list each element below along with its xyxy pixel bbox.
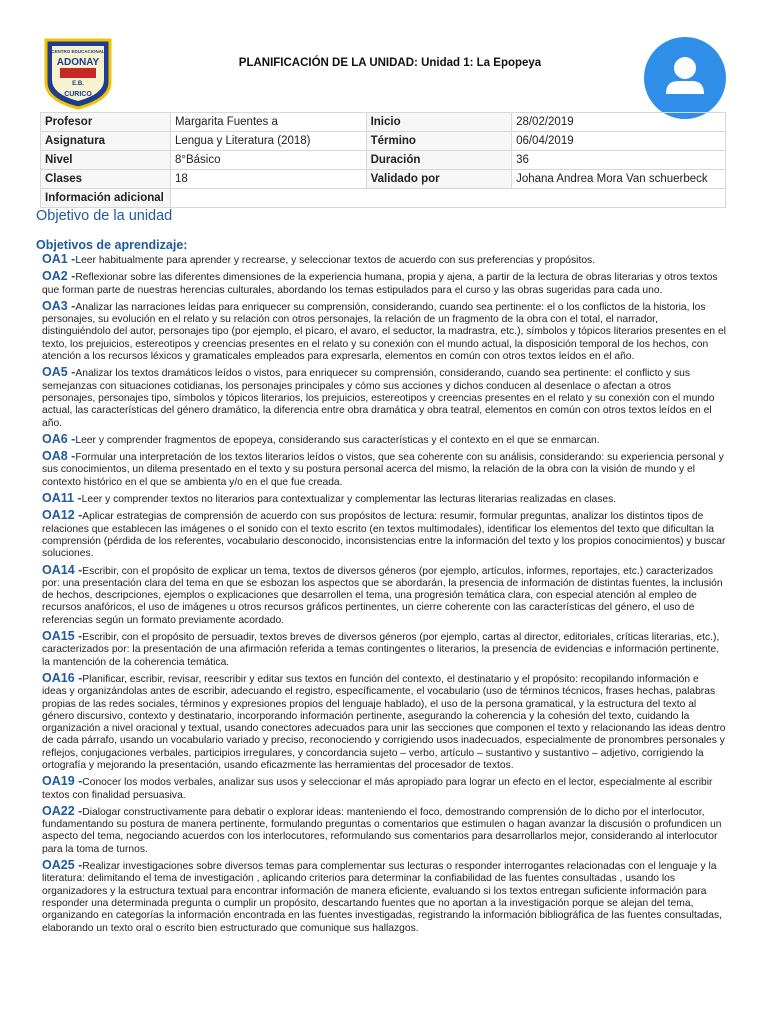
objective-item	[42, 270, 726, 297]
profesor-value: Margarita Fuentes a	[170, 113, 366, 132]
duracion-value: 36	[512, 151, 726, 170]
objective-item	[42, 859, 726, 935]
school-logo	[40, 38, 116, 110]
table-row	[41, 189, 726, 208]
objective-item	[42, 433, 726, 447]
logo-top-text: CENTRO EDUCACIONAL	[51, 49, 105, 54]
objective-text: Leer y comprender textos no literarios para contextualizar y complementar las lecturas literarias realizadas en clases.	[81, 494, 617, 506]
nivel-label: Nivel	[41, 151, 171, 170]
objective-code: OA6 -	[42, 431, 76, 446]
inicio-label: Inicio	[366, 113, 511, 132]
duracion-label: Duración	[366, 151, 511, 170]
user-icon	[644, 37, 726, 119]
clases-label: Clases	[41, 170, 171, 189]
objective-code: OA12 -	[42, 508, 83, 523]
objective-item	[42, 366, 726, 429]
objective-item	[42, 564, 726, 627]
objective-code: OA8 -	[42, 449, 76, 464]
objective-code: OA14 -	[42, 562, 83, 577]
termino-label: Término	[366, 132, 511, 151]
objective-item	[42, 509, 726, 560]
logo-name: ADONAY	[56, 57, 100, 68]
termino-value: 06/04/2019	[512, 132, 726, 151]
objective-code: OA5 -	[42, 365, 76, 380]
objective-item	[42, 805, 726, 856]
inicio-value: 28/02/2019	[512, 113, 726, 132]
objective-text: Analizar las narraciones leídas para enriquecer su comprensión, considerando, cuando sea pertinente: el o los conflictos de la historia, los personajes, su evolución en el relato y su relación con otros personajes, la relación de un fragmento de la obra con el total, el narrador, distinguiéndolo del autor, personajes tipo (por ejemplo, el pícaro, el avaro, el seductor, la madrastra, etc.), símbolos y tópicos literarios presentes en el texto, los prejuicios, estereotipos y creencias presentes en el relato y su conexión con el mundo actual, la disposición temporal de los hechos, con atención a los recursos léxicos y gramaticales empleados para expresarla, elementos en común con otros textos leídos en el año.	[42, 301, 726, 363]
logo-mid-text: E.B.	[72, 81, 84, 87]
objective-item	[42, 775, 726, 802]
objective-title: Objetivo de la unidad	[36, 208, 173, 224]
clases-value: 18	[170, 170, 366, 189]
objective-text: Escribir, con el propósito de persuadir, textos breves de diversos géneros (por ejemplo, cartas al director, editoriales, críticas literarias, etc.), caracterizados por: la presentación de una afirmación referida a temas contingentes o literarios, la presencia de evidencias e información pertinente, la mantención de la coherencia temática.	[42, 632, 720, 668]
objective-text: Escribir, con el propósito de explicar un tema, textos de diversos géneros (por ejemplo, artículos, informes, reportajes, etc.) caracterizados por: una presentación clara del tema en que se esbozan los aspectos que se abordarán, la presencia de información de distintas fuentes, la inclusión de hechos, descripciones, ejemplos o explicaciones que desarrollen el tema, una progresión temática clara, con especial atención al empleo de recursos anafóricos, el uso de imágenes u otros recursos gráficos pertinentes, un cierre coherente con las características del género, el uso de referencias según un formato previamente acordado.	[42, 565, 723, 626]
info-adicional-label: Información adicional	[41, 189, 171, 208]
objective-item	[42, 450, 726, 489]
objective-text: Leer habitualmente para aprender y recrearse, y seleccionar textos de acuerdo con sus preferencias y propósitos.	[75, 255, 596, 266]
objective-item	[42, 253, 726, 267]
objective-code: OA22 -	[42, 803, 83, 818]
table-row	[41, 170, 726, 189]
objective-code: OA25 -	[42, 858, 83, 873]
page-title: PLANIFICACIÓN DE LA UNIDAD: Unidad 1: La Epopeya	[238, 57, 542, 69]
table-row	[41, 132, 726, 151]
asignatura-value: Lengua y Literatura (2018)	[170, 132, 366, 151]
logo-city: CURICO	[64, 91, 92, 98]
profesor-label: Profesor	[41, 113, 171, 132]
objective-code: OA3 -	[42, 298, 76, 313]
objective-item	[42, 672, 726, 772]
objective-code: OA2 -	[42, 269, 76, 284]
unit-info-table	[40, 112, 726, 208]
objective-item	[42, 630, 726, 669]
validado-value: Johana Andrea Mora Van schuerbeck	[512, 170, 726, 189]
objective-text: Dialogar constructivamente para debatir o explorar ideas: manteniendo el foco, demostrando comprensión de lo dicho por el interlocutor, fundamentando su postura de manera pertinente, formulando preguntas o comentarios que estimulen o hagan avanzar la discusión o profundicen un aspecto del tema, negociando acuerdos con los interlocutores, reformulando sus comentarios para desarrollarlos mejor, considerando al interlocutor para la toma de turnos.	[42, 806, 722, 855]
objective-code: OA15 -	[42, 629, 83, 644]
user-avatar[interactable]	[644, 37, 726, 119]
objective-text: Aplicar estrategias de comprensión de acuerdo con sus propósitos de lectura: resumir, formular preguntas, analizar los distintos tipos de relaciones que establecen las imágenes o el sonido con el texto escrito (en textos multimodales), identificar los elementos del texto que dificultan la comprensión (pérdida de los referentes, vocabulario desconocido, inconsistencias entre la información del texto y los propios conocimientos) y buscar soluciones.	[42, 511, 726, 560]
objectives-subtitle: Objetivos de aprendizaje:	[36, 238, 188, 252]
validado-label: Validado por	[366, 170, 511, 189]
asignatura-label: Asignatura	[41, 132, 171, 151]
objective-text: Realizar investigaciones sobre diversos temas para complementar sus lecturas o responder interrogantes relacionadas con el lenguaje y la literatura: delimitando el tema de investigación , aplicando criterios para determinar la confiabilidad de las fuentes consultadas , usando los organizadores y la estructura textual para encontrar información de manera eficiente, evaluando si los textos entregan suficiente información para responder una determinada pregunta o cumplir un propósito, descartando fuentes que no aportan a la investigación porque se alejan del tema, organizando en categorías la información encontrada en las fuentes investigadas, registrando la información bibliográfica de las fuentes consultadas, elaborando un texto oral o escrito bien estructurado que comunique sus hallazgos.	[42, 861, 723, 934]
objective-text: Analizar los textos dramáticos leídos o vistos, para enriquecer su comprensión, considerando, cuando sea pertinente: el conflicto y sus semejanzas con situaciones cotidianas, los personajes principales y cómo sus acciones y dichos conducen al desenlace o afectan a otros personajes, personajes tipo, símbolos y tópicos literarios, los prejuicios, estereotipos y creencias presentes en el relato y su conexión con el mundo actual, las características del género dramático, la diferencia entre obra dramática y obra teatral, elementos en común con otros textos leídos en el año.	[42, 368, 715, 429]
objective-text: Leer y comprender fragmentos de epopeya, considerando sus características y el contexto en el que se enmarcan.	[75, 434, 600, 446]
objective-code: OA16 -	[42, 670, 83, 685]
objective-text: Reflexionar sobre las diferentes dimensiones de la experiencia humana, propia y ajena, a partir de la lectura de obras literarias y otros textos que forman parte de nuestras herencias culturales, abordando los temas estipulados para el curso y las obras sugeridas para cada uno.	[42, 272, 718, 296]
objective-text: Planificar, escribir, revisar, reescribir y editar sus textos en función del contexto, el destinatario y el propósito: recopilando información e ideas y organizándolas antes de escribir, adecuando el registro, específicamente, el vocabulario (uso de términos técnicos, frases hechas, palabras propias de las redes sociales, términos y expresiones propios del lenguaje hablado), el uso de la persona gramatical, y la estructura del texto al género discursivo, contexto y destinatario, incorporando información pertinente, asegurando la coherencia y la cohesión del texto, cuidando la organización a nivel oracional y textual, usando conectores adecuados para unir las secciones que componen el texto y relacionando las ideas dentro de cada párrafo, usando un vocabulario variado y preciso, reconociendo y corrigiendo usos inadecuados, especialmente de pronombres personales y reflejos, conjugaciones verbales, participios irregulares, y concordancia sujeto – verbo, artículo – sustantivo y sustantivo – adjetivo, corrigiendo la ortografía y mejorando la presentación, usando eficazmente las herramientas del procesador de textos.	[42, 673, 726, 771]
objective-text: Formular una interpretación de los textos literarios leídos o vistos, que sea coherente con su análisis, considerando: su experiencia personal y sus conocimientos, un dilema presentado en el texto y su postura personal acerca del mismo, la relación de la obra con la visión de mundo y el contexto histórico en el que se ambienta y/o en el que fue creada.	[42, 452, 724, 488]
objective-item	[42, 492, 726, 506]
objectives-list	[36, 238, 726, 938]
info-adicional-value	[170, 189, 725, 208]
objective-code: OA1 -	[42, 252, 76, 266]
nivel-value: 8°Básico	[170, 151, 366, 170]
objective-text: Conocer los modos verbales, analizar sus usos y seleccionar el más apropiado para lograr un efecto en el lector, especialmente al escribir textos con finalidad persuasiva.	[42, 777, 713, 801]
objective-item	[42, 300, 726, 363]
table-row	[41, 113, 726, 132]
objective-code: OA11 -	[42, 491, 82, 506]
objective-code: OA19 -	[42, 774, 83, 789]
table-row	[41, 151, 726, 170]
